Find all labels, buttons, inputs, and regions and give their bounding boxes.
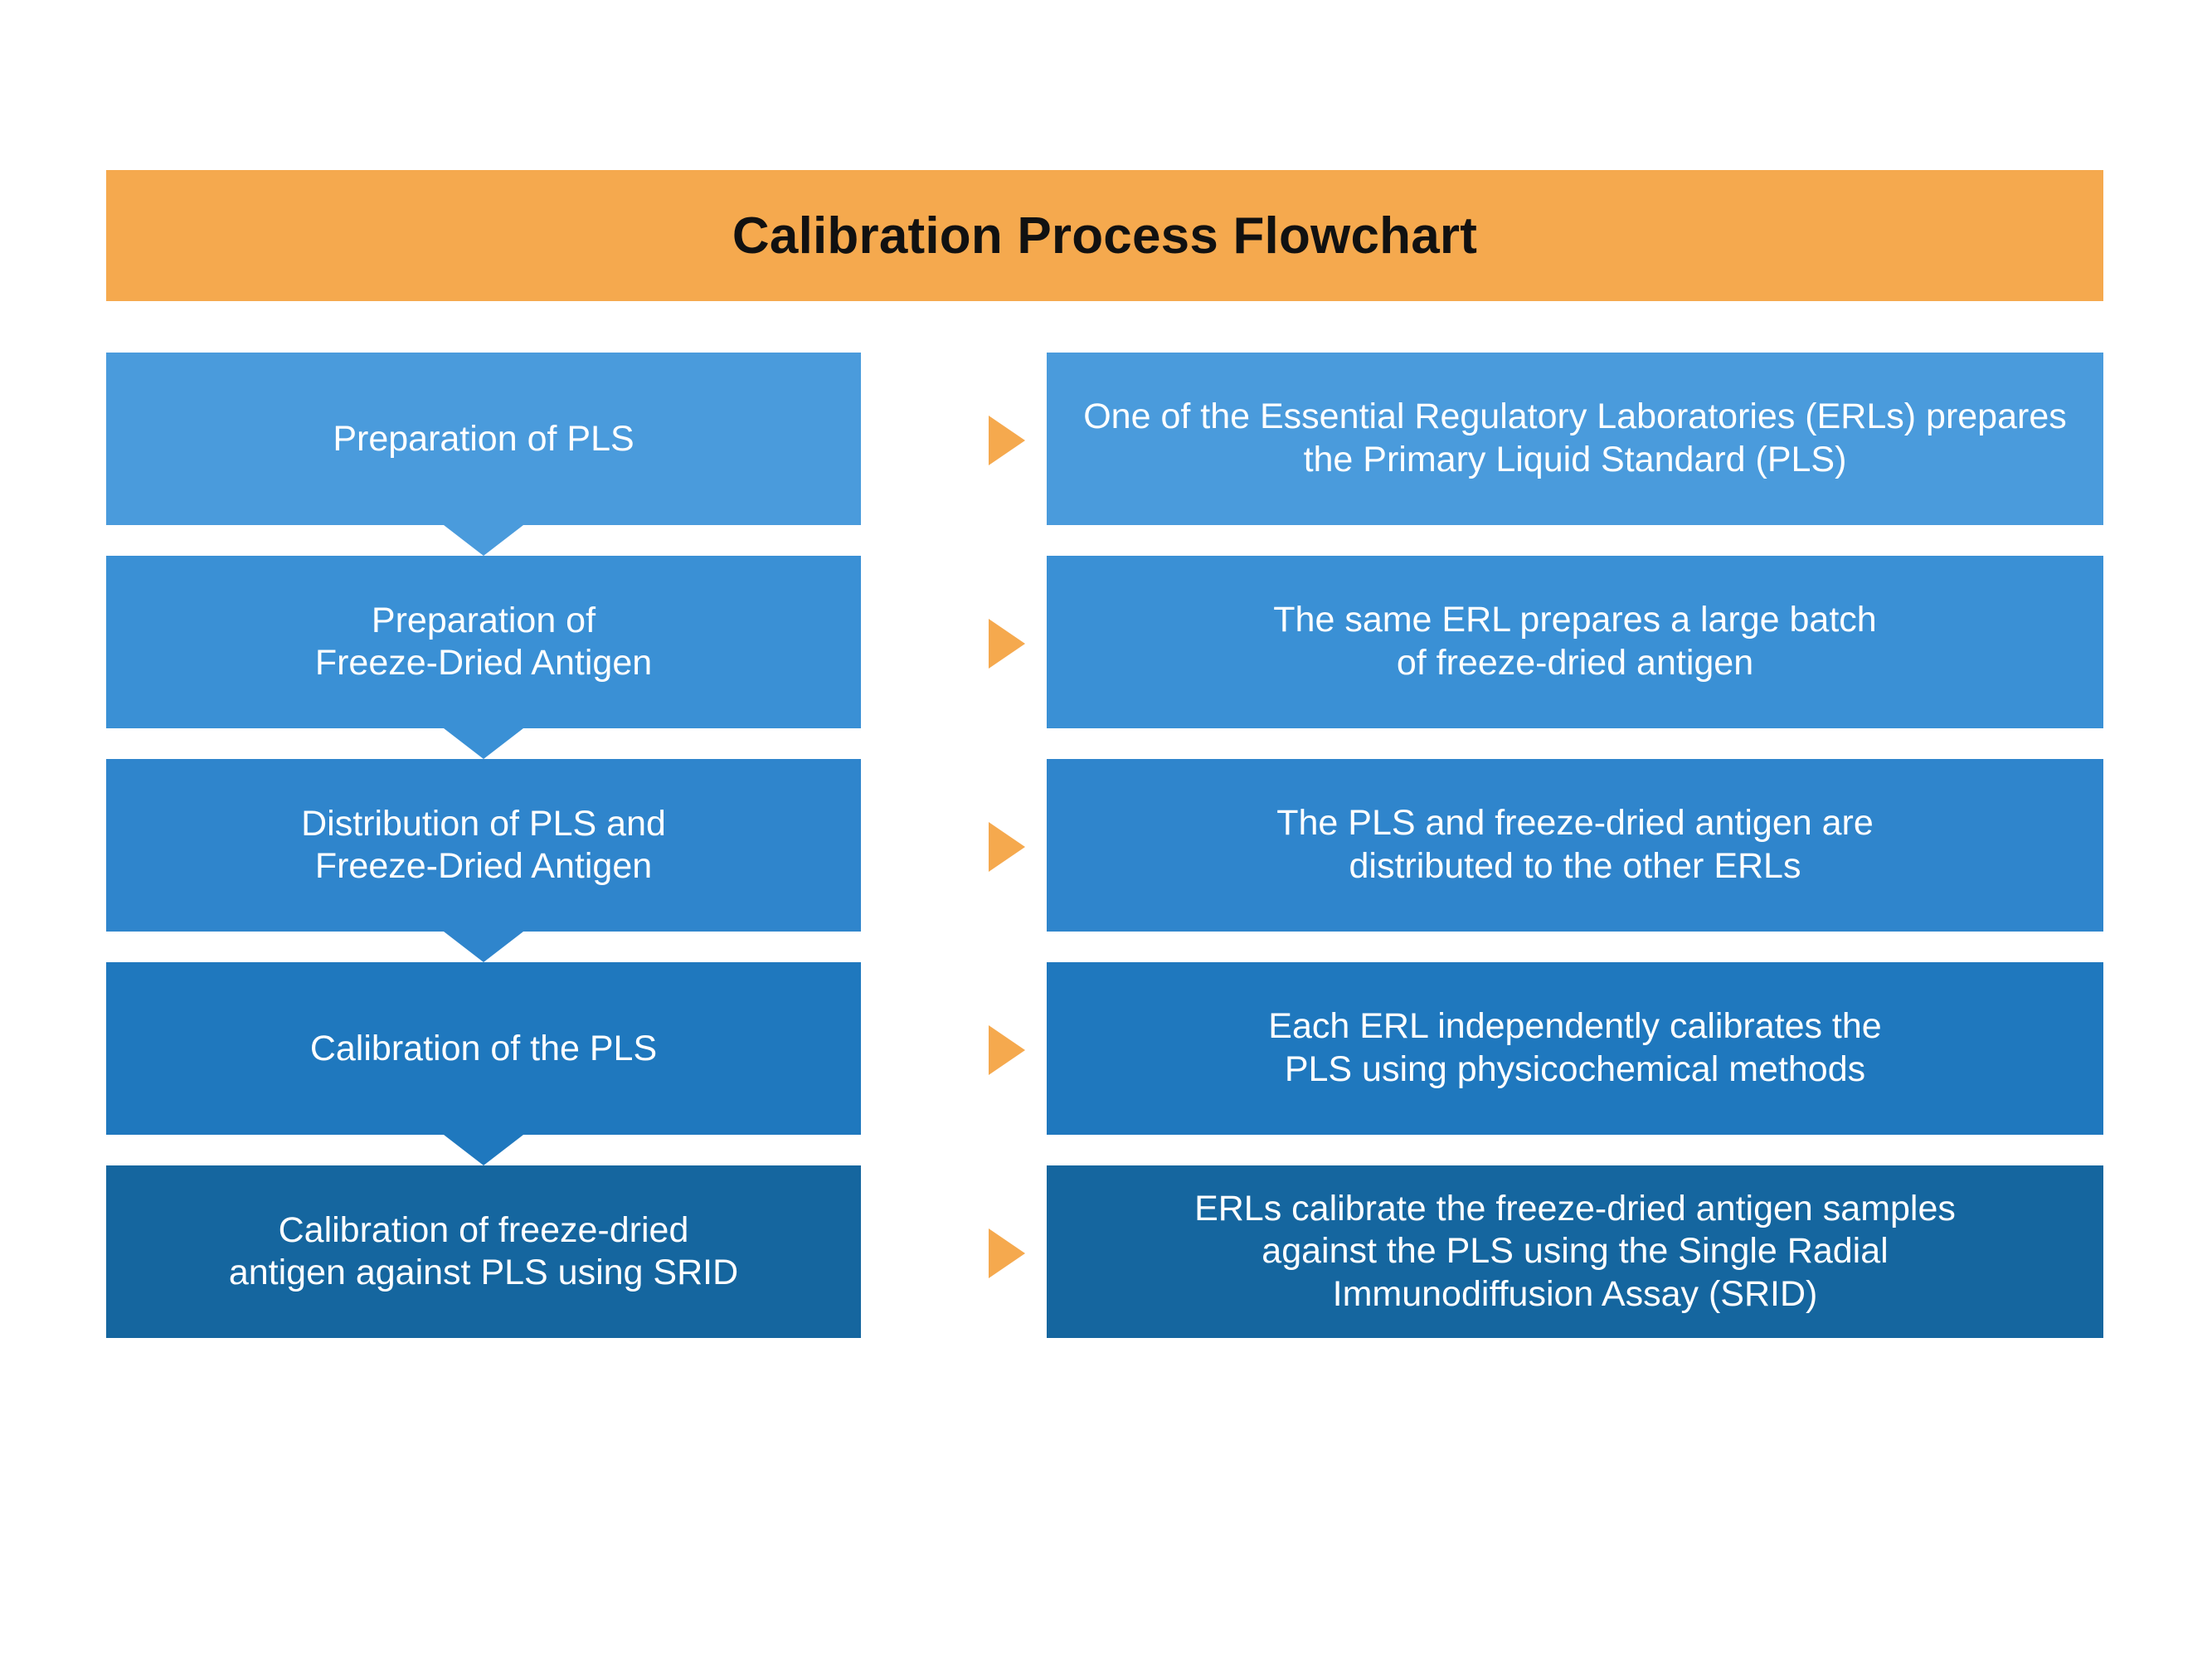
arrow-down-icon: [444, 525, 523, 556]
step-description: The same ERL prepares a large batch of freeze-dried antigen: [1273, 600, 1877, 683]
step-description-box[interactable]: [1047, 1165, 2103, 1338]
flow-row: [106, 759, 2103, 932]
arrow-down-icon: [444, 728, 523, 759]
step-label: Preparation of PLS: [333, 418, 634, 459]
step-description-box[interactable]: [1047, 962, 2103, 1135]
step-label: Distribution of PLS and Freeze-Dried Antigen: [301, 804, 666, 886]
page-title: Calibration Process Flowchart: [732, 207, 1478, 265]
step-description: One of the Essential Regulatory Laboratories (ERLs) prepares the Primary Liquid Standard (PLS): [1083, 397, 2067, 479]
step-box[interactable]: [106, 962, 861, 1135]
step-description: Each ERL independently calibrates the PLS using physicochemical methods: [1268, 1006, 1882, 1089]
step-description-box[interactable]: [1047, 353, 2103, 525]
step-box[interactable]: [106, 556, 861, 728]
flow-container: [106, 353, 2103, 1338]
step-box[interactable]: [106, 353, 861, 525]
step-description-box[interactable]: [1047, 759, 2103, 932]
flow-row: [106, 556, 2103, 728]
flow-row: [106, 1165, 2103, 1338]
step-label: Calibration of the PLS: [309, 1028, 658, 1068]
arrow-right-icon: [989, 619, 1025, 669]
flow-row: [106, 353, 2103, 525]
flow-row: [106, 962, 2103, 1135]
step-label: Calibration of freeze-dried antigen against PLS using SRID: [228, 1210, 739, 1292]
arrow-down-icon: [444, 1135, 523, 1165]
chart-title-bar: [106, 170, 2103, 301]
step-box[interactable]: [106, 759, 861, 932]
step-description: The PLS and freeze-dried antigen are distributed to the other ERLs: [1276, 803, 1874, 886]
step-description: ERLs calibrate the freeze-dried antigen samples against the PLS using the Single Radial Immunodiffusion Assay (SRID): [1194, 1188, 1956, 1314]
step-box[interactable]: [106, 1165, 861, 1338]
arrow-down-icon: [444, 932, 523, 962]
step-label: Preparation of Freeze-Dried Antigen: [314, 601, 653, 683]
step-description-box[interactable]: [1047, 556, 2103, 728]
arrow-right-icon: [989, 822, 1025, 872]
arrow-right-icon: [989, 416, 1025, 465]
arrow-right-icon: [989, 1228, 1025, 1278]
arrow-right-icon: [989, 1025, 1025, 1075]
